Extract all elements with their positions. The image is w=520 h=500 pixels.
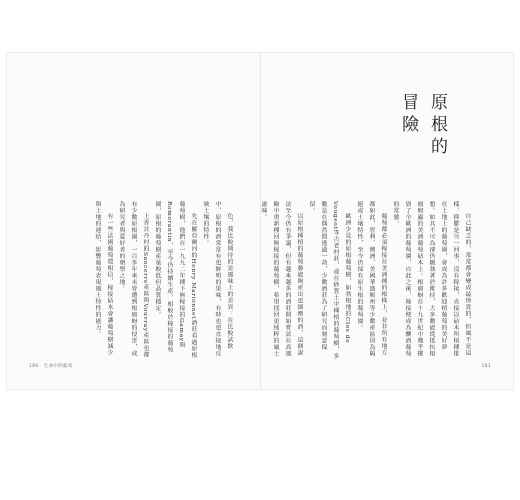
paragraph: 上香貝丹村的Sancerre產區與Vouvray產區也都有少數原根園，一百多年來未曾遭到根瘤蚜的侵害，成為研究者與愛好者的朝聖之地。 [118, 201, 148, 358]
paragraph: 歐洲少見的原根葡萄樹，如勃根地的Clos de Vougeot等古老村莊，或在砂質土中種植的葡萄樹，多數是在偶然間逃過一劫，少數酒莊為了研究而刻意保留。 [308, 201, 350, 360]
paragraph: 色，我比較期待的是風味上的差異：在比較試飲中，原根的酒常常有更鮮明的果味，有時也更直接地反映土壤的特性。 [202, 201, 232, 357]
chapter-title: 原根的 冒險 [398, 93, 447, 159]
paragraph: 有一些法國葡萄農相信，稼接砧木會讓葡萄樹減少與土地的連結，影響葡萄表現風土特性的能力。 [94, 201, 112, 356]
paragraph: 以原根種植的葡萄藤能夠產出更細緻的酒，這個說法至今仍有爭議，但有越來越多的酒莊開始嘗試在高風險中重新種回無稼接的葡萄樹，希望找回更純粹的風土滋味。 [260, 201, 302, 357]
running-title: 生命中的葡萄 [43, 364, 73, 369]
page-number: 181 [481, 364, 491, 369]
right-page-body [253, 201, 473, 361]
left-footer [29, 363, 73, 369]
book-spread [6, 52, 514, 390]
paragraph: 葡萄都必須稼接在美洲種的根株上，並非所有地方都如此，智利、澳洲、美國華盛頓州等少數產區因為隔絕或土壤特性，至今仍保有原生根的葡萄園。 [356, 201, 386, 357]
paragraph: 自己缺乏的，常常都會變成最珍貴的，但風不是這樣，抑鬱是另一回事，沒有稼接，直接以砧木所植種推在土地上的葡萄園，會成為許多歡迎植葡萄的美好夢想。如其不可為卻仍願執著於維持，大多數能從抵抗根瘤蚜蟲的美洲葡萄砧木上。根瘤蚜在十九世紀中幾乎摧毀了全歐洲的葡萄園，自此之後，嫁接便成為釀酒葡萄的常態。 [392, 201, 470, 357]
page-number: 180 [29, 364, 39, 369]
paragraph: 先在羅亞爾河的Henry Marionnet酒莊看過原根葡萄樹，他們在一九九二年種下無稼接的Gamay與Romorantin，至今仍持續生產，相較於稼接的葡萄園，原根的葡萄樹產量較低但品質穩定。 [154, 201, 196, 358]
left-page-body [43, 201, 235, 361]
right-footer [482, 364, 492, 369]
